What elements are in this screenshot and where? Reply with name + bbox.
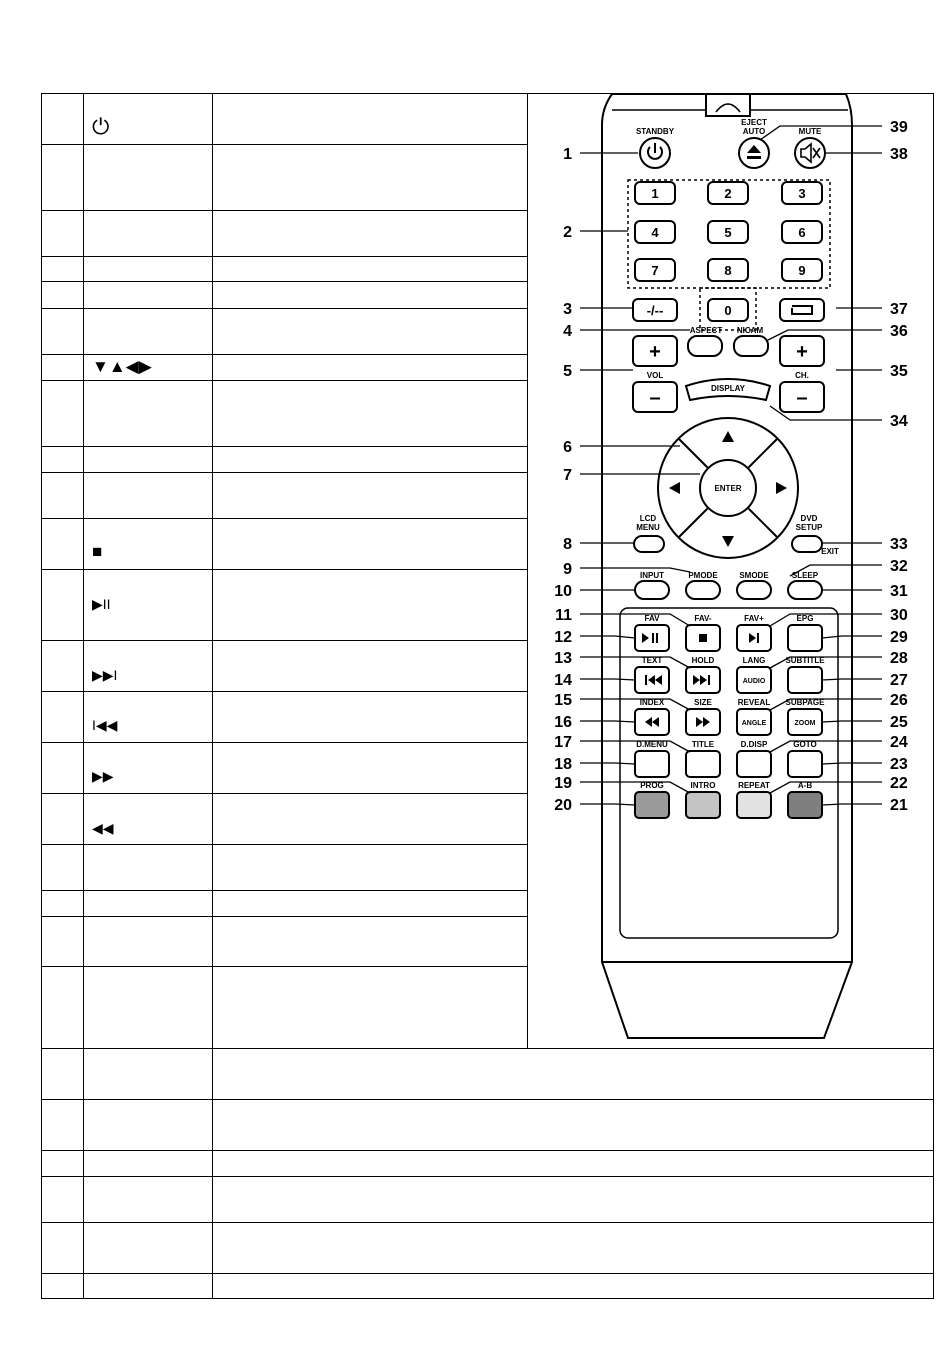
lcd-menu-label: MENU xyxy=(636,523,660,532)
callout-18: 18 xyxy=(554,756,572,773)
input-label: INPUT xyxy=(640,571,664,580)
ab-label: A-B xyxy=(797,781,813,790)
table-rule xyxy=(83,93,84,1299)
exit-label: EXIT xyxy=(821,547,839,556)
callout-7: 7 xyxy=(563,467,572,484)
table-rule xyxy=(41,1222,934,1223)
audio-label: AUDIO xyxy=(742,678,766,685)
callout-20: 20 xyxy=(554,797,572,814)
input-button[interactable] xyxy=(635,581,669,599)
table-rule xyxy=(41,144,527,145)
callout-16: 16 xyxy=(554,714,572,731)
mute-button[interactable] xyxy=(795,138,825,168)
loop-button[interactable] xyxy=(780,299,824,321)
table-rule xyxy=(41,281,527,282)
digit-5-label: 5 xyxy=(724,225,732,240)
display-label: DISPLAY xyxy=(711,384,745,393)
vol-up-label: + xyxy=(649,341,661,363)
title-button[interactable] xyxy=(686,751,720,777)
remote-control-diagram xyxy=(528,94,932,1046)
lang-label: LANG xyxy=(742,656,766,665)
eject-label: EJECT xyxy=(741,118,767,127)
table-rule xyxy=(41,742,527,743)
table-rule xyxy=(41,1176,934,1177)
pmode-label: PMODE xyxy=(688,571,718,580)
callout-9: 9 xyxy=(563,561,572,578)
stop-icon xyxy=(699,634,707,642)
aspect-label: ASPECT xyxy=(689,326,723,335)
table-rule xyxy=(41,691,527,692)
table-rule xyxy=(41,210,527,211)
digit-9-label: 9 xyxy=(798,263,806,278)
callout-34: 34 xyxy=(890,413,908,430)
callout-24: 24 xyxy=(890,734,908,751)
ab-button[interactable] xyxy=(788,792,822,818)
callout-10: 10 xyxy=(554,583,572,600)
callout-21: 21 xyxy=(890,797,908,814)
previous-symbol-icon: I◀◀ xyxy=(92,717,118,733)
ch-up-label: + xyxy=(796,341,808,363)
stop-symbol-icon: ■ xyxy=(92,542,103,561)
callout-17: 17 xyxy=(554,734,572,751)
subtitle-button[interactable] xyxy=(788,667,822,693)
callout-22: 22 xyxy=(890,775,908,792)
table-rule xyxy=(41,793,527,794)
callout-11: 11 xyxy=(555,607,572,624)
repeat-button[interactable] xyxy=(737,792,771,818)
angle-label: ANGLE xyxy=(741,720,767,727)
callout-26: 26 xyxy=(890,692,908,709)
hold-label: HOLD xyxy=(691,656,715,665)
callout-35: 35 xyxy=(890,363,908,380)
arrow-keys-symbol-icon: ▼▲◀▶ xyxy=(92,357,152,376)
callout-32: 32 xyxy=(890,558,908,575)
nicam-button[interactable] xyxy=(734,336,768,356)
callout-3: 3 xyxy=(563,301,572,318)
next-symbol-icon: ▶▶I xyxy=(92,667,118,683)
play-pause-symbol-icon: ▶II xyxy=(92,596,111,612)
callout-6: 6 xyxy=(563,439,572,456)
digit-8-label: 8 xyxy=(724,263,732,278)
goto-button[interactable] xyxy=(788,751,822,777)
dmenu-label: D.MENU xyxy=(636,740,668,749)
table-rule xyxy=(41,472,527,473)
epg-button[interactable] xyxy=(788,625,822,651)
table-rule xyxy=(41,1099,934,1100)
digit-3-label: 3 xyxy=(798,186,806,201)
table-rule xyxy=(41,966,527,967)
callout-14: 14 xyxy=(554,672,572,689)
ddisp-label: D.DISP xyxy=(740,740,768,749)
callout-30: 30 xyxy=(890,607,908,624)
digit-7-label: 7 xyxy=(651,263,659,278)
standby-symbol-icon: ⏻ xyxy=(92,114,110,139)
table-rule xyxy=(41,569,527,570)
callout-27: 27 xyxy=(890,672,908,689)
table-rule xyxy=(41,380,527,381)
callout-13: 13 xyxy=(554,650,572,667)
digit-4-label: 4 xyxy=(651,225,659,240)
digit-2-label: 2 xyxy=(724,186,732,201)
table-rule xyxy=(41,256,527,257)
digit-1-label: 1 xyxy=(651,186,659,201)
mute-label: MUTE xyxy=(798,127,822,136)
ch-label: CH. xyxy=(795,371,809,380)
callout-25: 25 xyxy=(890,714,908,731)
nicam-label: NICAM xyxy=(736,326,764,335)
callout-39: 39 xyxy=(890,119,908,136)
intro-label: INTRO xyxy=(690,781,716,790)
text-label: TEXT xyxy=(641,656,663,665)
pmode-button[interactable] xyxy=(686,581,720,599)
subtitle-label: SUBTITLE xyxy=(785,656,825,665)
reveal-label: REVEAL xyxy=(737,698,771,707)
table-rule xyxy=(41,1150,934,1151)
callout-1: 1 xyxy=(563,146,572,163)
fav-plus-label: FAV+ xyxy=(744,614,764,623)
callout-4: 4 xyxy=(563,323,572,340)
callout-8: 8 xyxy=(563,536,572,553)
vol-down-label: – xyxy=(649,387,661,409)
intro-button[interactable] xyxy=(686,792,720,818)
sleep-button[interactable] xyxy=(788,581,822,599)
smode-label: SMODE xyxy=(739,571,769,580)
callout-37: 37 xyxy=(890,301,908,318)
dvd-setup-label: SETUP xyxy=(795,523,823,532)
rewind-symbol-icon: ◀◀ xyxy=(92,820,114,836)
dash-label: -/-- xyxy=(646,303,664,318)
index-label: INDEX xyxy=(639,698,665,707)
subpage-label: SUBPAGE xyxy=(785,698,825,707)
vol-label: VOL xyxy=(646,371,664,380)
callout-12: 12 xyxy=(554,629,572,646)
table-rule xyxy=(41,916,527,917)
prog-label: PROG xyxy=(640,781,664,790)
prog-button[interactable] xyxy=(635,792,669,818)
ddisp-button[interactable] xyxy=(737,751,771,777)
table-rule xyxy=(41,354,527,355)
table-rule xyxy=(41,1048,934,1049)
ch-down-label: – xyxy=(796,387,808,409)
callout-15: 15 xyxy=(554,692,572,709)
enter-label: ENTER xyxy=(714,484,742,493)
callout-33: 33 xyxy=(890,536,908,553)
lcd-menu-button[interactable] xyxy=(634,536,664,552)
standby-label: STANDBY xyxy=(635,127,675,136)
zoom-label: ZOOM xyxy=(794,720,816,727)
callout-38: 38 xyxy=(890,146,908,163)
title-label: TITLE xyxy=(691,740,715,749)
dvd-setup-button[interactable] xyxy=(792,536,822,552)
repeat-label: REPEAT xyxy=(738,781,770,790)
table-rule xyxy=(212,93,213,1299)
table-rule xyxy=(41,640,527,641)
dvd-label: DVD xyxy=(800,514,818,523)
lcd-label: LCD xyxy=(639,514,657,523)
goto-label: GOTO xyxy=(793,740,817,749)
digit-6-label: 6 xyxy=(798,225,806,240)
sleep-label: SLEEP xyxy=(791,571,819,580)
callout-23: 23 xyxy=(890,756,908,773)
table-rule xyxy=(41,1273,934,1274)
fav-minus-label: FAV- xyxy=(694,614,712,623)
callout-29: 29 xyxy=(890,629,908,646)
dmenu-button[interactable] xyxy=(635,751,669,777)
auto-label: AUTO xyxy=(742,127,766,136)
callout-36: 36 xyxy=(890,323,908,340)
table-rule xyxy=(41,890,527,891)
table-rule xyxy=(41,308,527,309)
size-label: SIZE xyxy=(694,698,712,707)
callout-28: 28 xyxy=(890,650,908,667)
table-rule xyxy=(41,844,527,845)
table-rule xyxy=(41,518,527,519)
digit-0-label: 0 xyxy=(724,303,732,318)
aspect-button[interactable] xyxy=(688,336,722,356)
callout-19: 19 xyxy=(554,775,572,792)
callout-31: 31 xyxy=(890,583,908,600)
callout-5: 5 xyxy=(563,363,572,380)
fast-forward-symbol-icon: ▶▶ xyxy=(92,768,114,784)
smode-button[interactable] xyxy=(737,581,771,599)
callout-2: 2 xyxy=(563,224,572,241)
table-rule xyxy=(41,446,527,447)
fav-label: FAV xyxy=(644,614,660,623)
epg-label: EPG xyxy=(796,614,814,623)
